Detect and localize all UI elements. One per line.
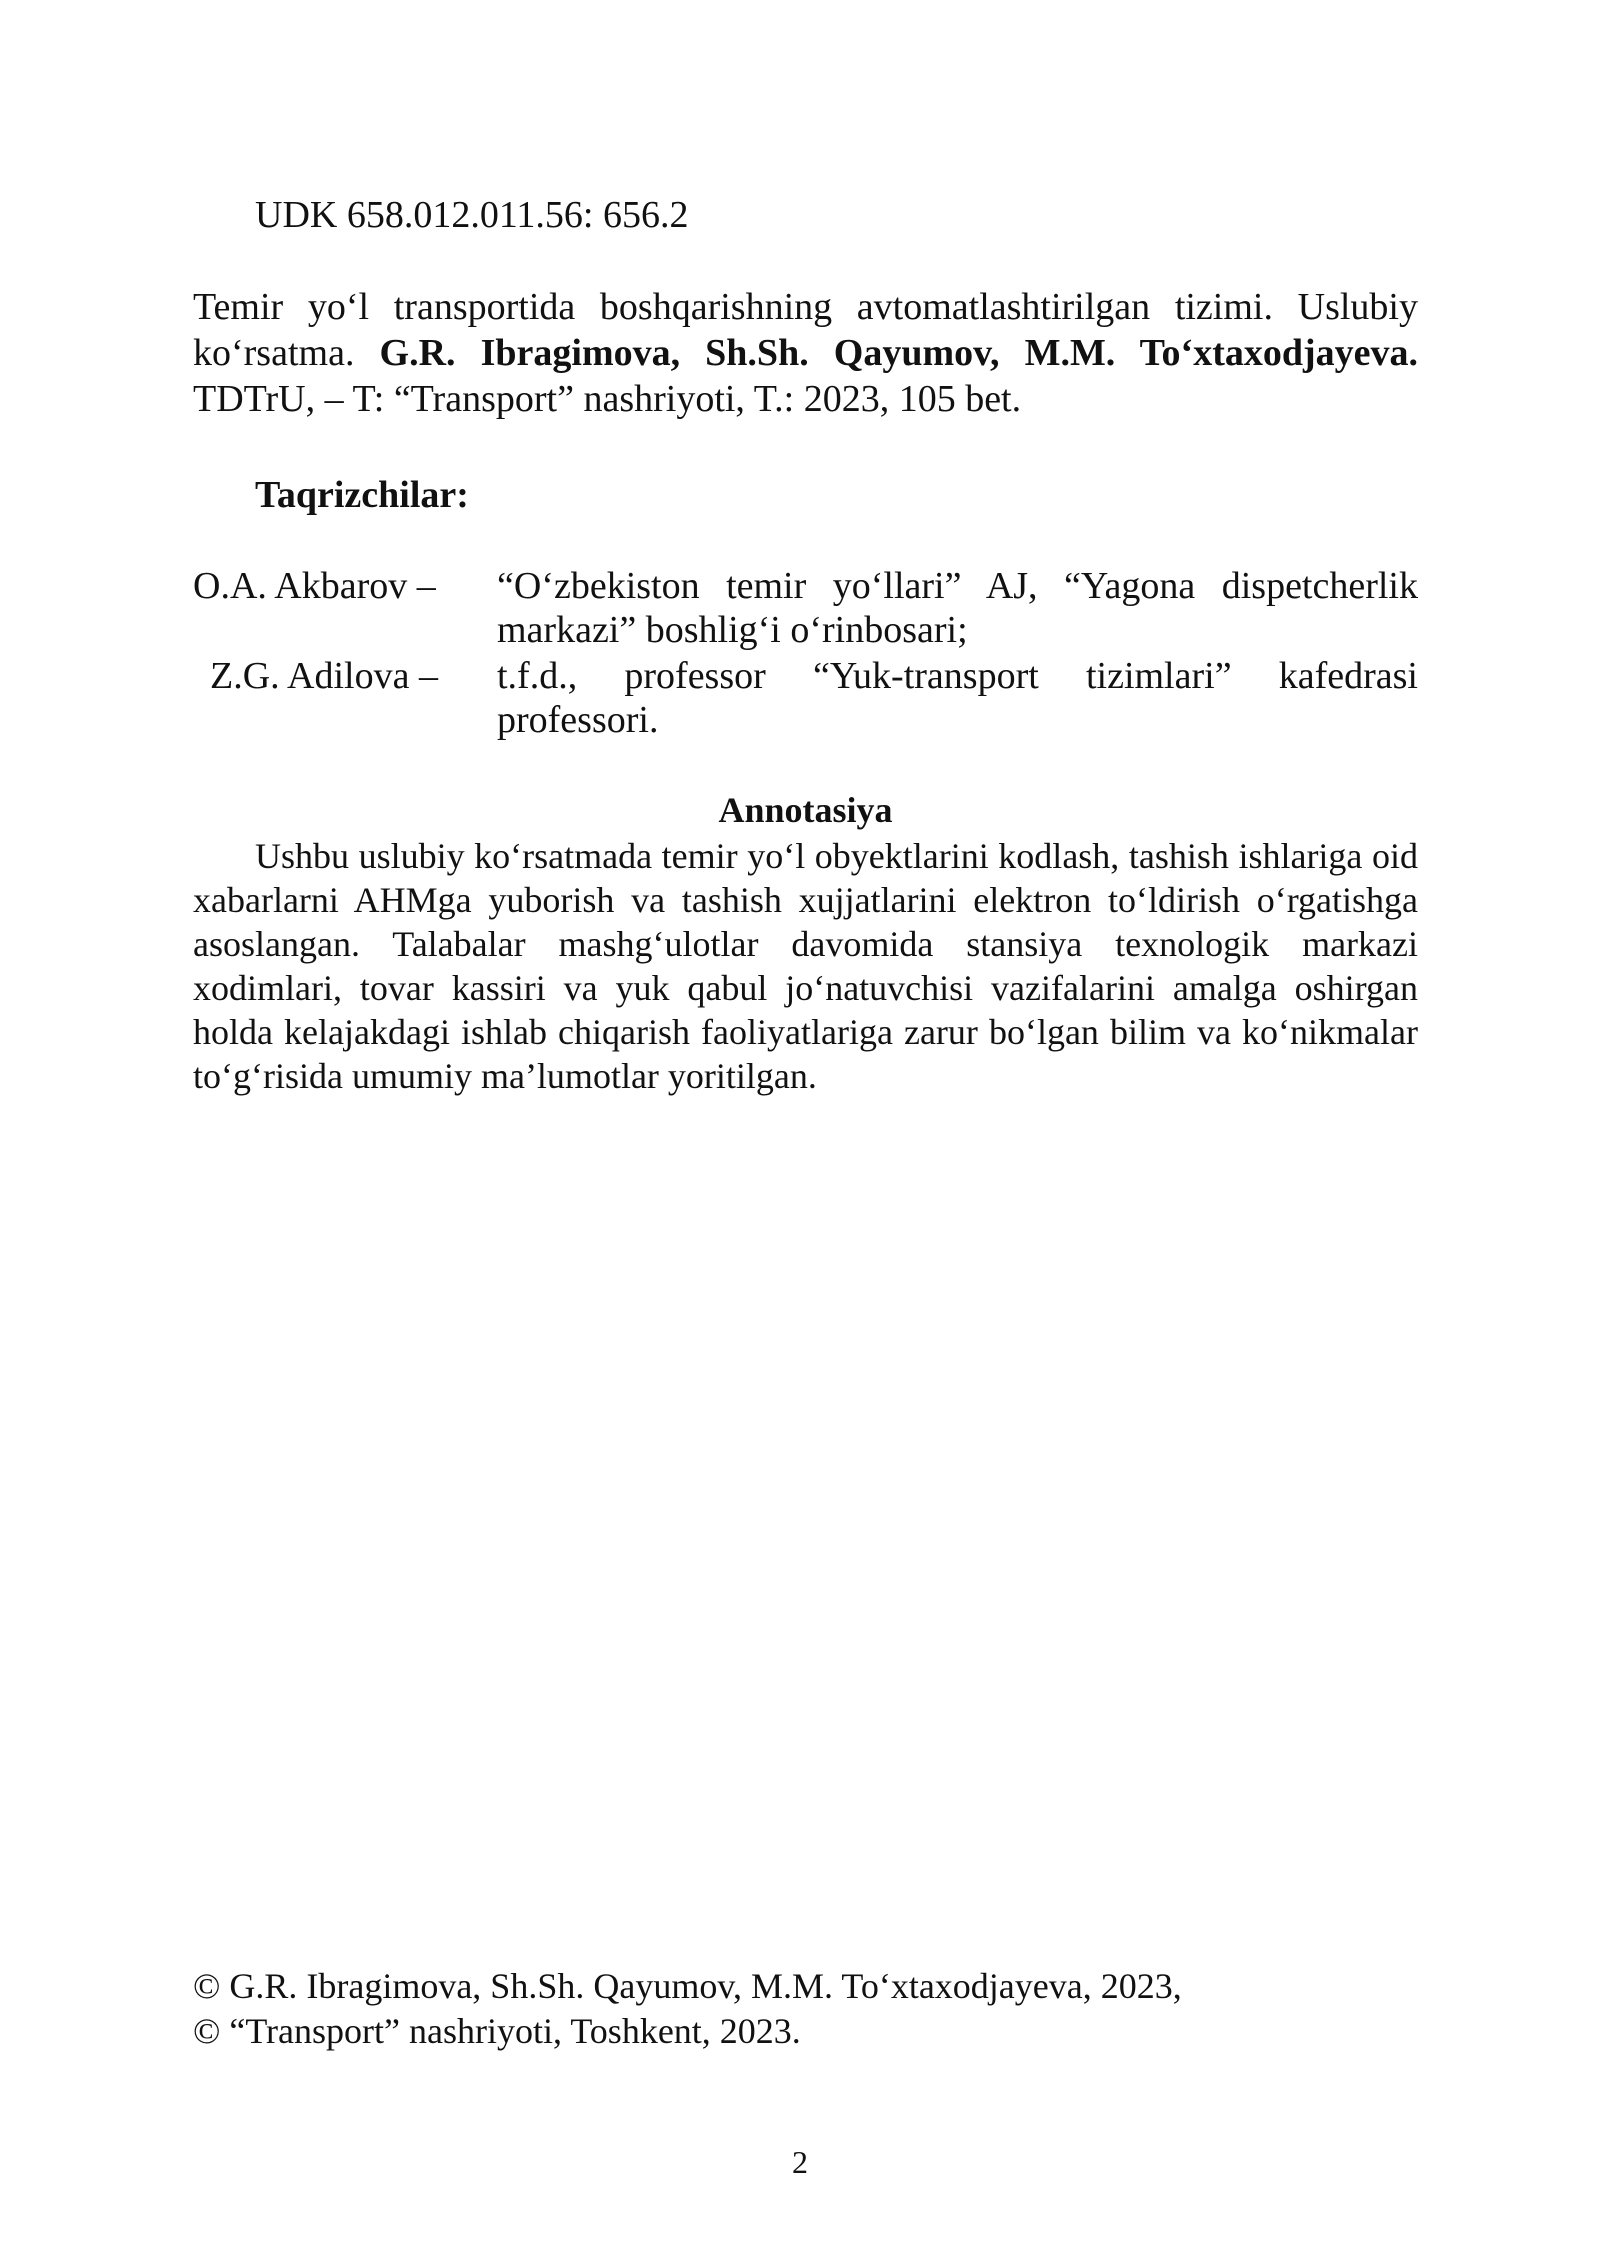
reviewer-entry	[193, 654, 1418, 744]
reviewer-name: Z.G. Adilova –	[210, 655, 438, 697]
bibliographic-citation	[193, 284, 1418, 422]
reviewer-entry	[193, 564, 1418, 654]
page-number: 2	[792, 2144, 808, 2180]
citation-publication: TDTrU, – T: “Transport” nashriyoti, T.: 2023, 105 bet.	[193, 378, 1022, 420]
copyright-authors: © G.R. Ibragimova, Sh.Sh. Qayumov, M.M. To‘xtaxodjayeva, 2023,	[193, 1966, 1182, 2006]
reviewer-name: O.A. Akbarov –	[193, 565, 436, 607]
citation-title: Temir yo‘l transportida boshqarishning avtomatlashtirilgan tizimi. Uslubiy ko‘rsatma.	[193, 286, 1418, 374]
annotation-title: Annotasiya	[718, 790, 893, 830]
reviewer-description: “O‘zbekiston temir yo‘llari” AJ, “Yagona dispetcherlik markazi” boshlig‘i o‘rinbosari;	[497, 565, 1418, 651]
copyright-block	[193, 1964, 1182, 2054]
annotation-text: Ushbu uslubiy ko‘rsatmada temir yo‘l obyektlarini kodlash, tashish ishlariga oid xabarlarni AHMga yuborish va tashish xujjatlarini elektron to‘ldirish o‘rgatishga asoslangan. Talabalar mashg‘ulotlar davomida stansiya texnologik markazi xodimlari, tovar kassiri va yuk qabul jo‘natuvchisi vazifalarini amalga oshirgan holda kelajakdagi ishlab chiqarish faoliyatlariga zarur bo‘lgan bilim va ko‘nikmalar to‘g‘risida umumiy ma’lumotlar yoritilgan.	[193, 836, 1418, 1096]
copyright-publisher: © “Transport” nashriyoti, Toshkent, 2023.	[193, 2011, 801, 2051]
udk-code: UDK 658.012.011.56: 656.2	[255, 194, 689, 236]
citation-authors: G.R. Ibragimova, Sh.Sh. Qayumov, M.M. To‘xtaxodjayeva.	[379, 332, 1419, 374]
reviewer-description: t.f.d., professor “Yuk-transport tizimlari” kafedrasi professori.	[497, 655, 1418, 741]
reviewers-heading: Taqrizchilar:	[255, 474, 469, 516]
